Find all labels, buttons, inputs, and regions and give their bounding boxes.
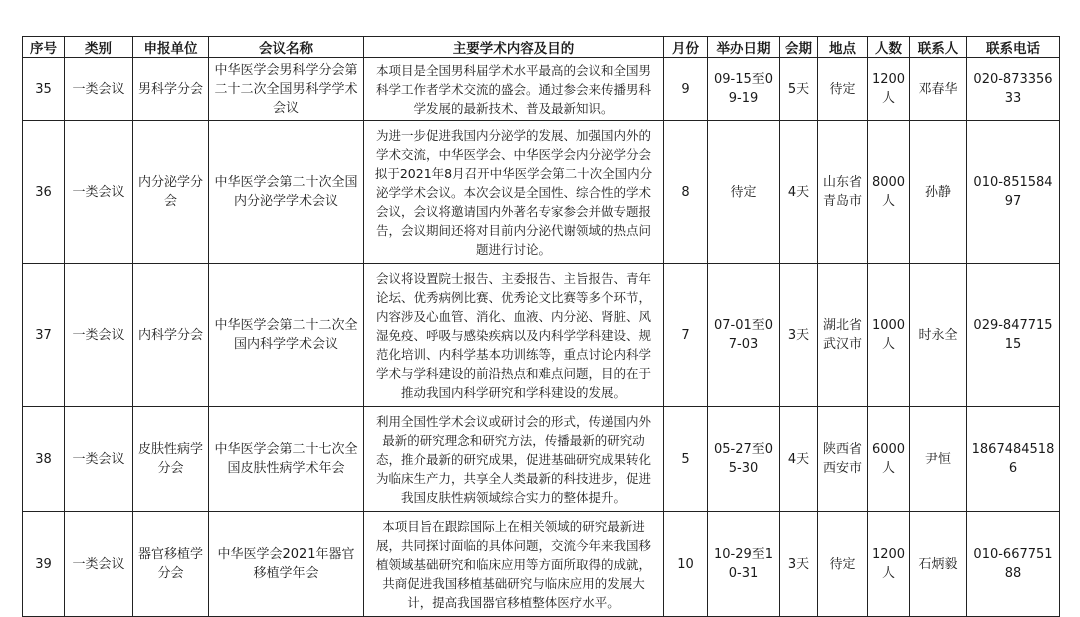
- conference-table: [22, 36, 1060, 617]
- cell-phone: 010-85158497: [967, 121, 1060, 264]
- table-row: [23, 512, 1060, 617]
- cell-name: 中华医学会第二十二次全国内科学学术会议: [209, 264, 364, 407]
- cell-contact: 孙静: [910, 121, 967, 264]
- cell-unit: 器官移植学分会: [133, 512, 209, 617]
- header-attendees: 人数: [868, 37, 910, 58]
- cell-month: 9: [664, 58, 708, 121]
- cell-phone: 18674845186: [967, 407, 1060, 512]
- header-duration: 会期: [780, 37, 818, 58]
- header-month: 月份: [664, 37, 708, 58]
- cell-no: 36: [23, 121, 65, 264]
- cell-duration: 3天: [780, 512, 818, 617]
- cell-category: 一类会议: [65, 512, 133, 617]
- cell-no: 38: [23, 407, 65, 512]
- cell-contact: 邓春华: [910, 58, 967, 121]
- cell-unit: 男科学分会: [133, 58, 209, 121]
- cell-content: 利用全国性学术会议或研讨会的形式，传递国内外最新的研究理念和研究方法，传播最新的研究动态，推介最新的研究成果，促进基础研究成果转化为临床生产力，共享全人类最新的科技进步，促进我国皮肤性病领域综合实力的整体提升。: [364, 407, 664, 512]
- cell-name: 中华医学会第二十七次全国皮肤性病学术年会: [209, 407, 364, 512]
- cell-duration: 3天: [780, 264, 818, 407]
- header-content: 主要学术内容及目的: [364, 37, 664, 58]
- cell-contact: 石炳毅: [910, 512, 967, 617]
- cell-content: 本项目旨在跟踪国际上在相关领域的研究最新进展，共同探讨面临的具体问题，交流今年来我国移植领域基础研究和临床应用等方面所取得的成就，共商促进我国移植基础研究与临床应用的发展大计，提高我国器官移植整体医疗水平。: [364, 512, 664, 617]
- cell-date: 07-01至07-03: [708, 264, 780, 407]
- table-row: [23, 121, 1060, 264]
- cell-content: 为进一步促进我国内分泌学的发展、加强国内外的学术交流，中华医学会、中华医学会内分泌学分会拟于2021年8月召开中华医学会第二十次全国内分泌学学术会议。本次会议是全国性、综合性的学术会议，会议将邀请国内外著名专家参会并做专题报告，会议期间还将对目前内分泌代谢领域的热点问题进行讨论。: [364, 121, 664, 264]
- cell-name: 中华医学会2021年器官移植学年会: [209, 512, 364, 617]
- header-contact: 联系人: [910, 37, 967, 58]
- table-row: [23, 264, 1060, 407]
- cell-attendees: 1000人: [868, 264, 910, 407]
- cell-no: 37: [23, 264, 65, 407]
- cell-content: 本项目是全国男科届学术水平最高的会议和全国男科学工作者学术交流的盛会。通过参会来传播男科学发展的最新技术、普及最新知识。: [364, 58, 664, 121]
- cell-month: 5: [664, 407, 708, 512]
- cell-no: 39: [23, 512, 65, 617]
- header-name: 会议名称: [209, 37, 364, 58]
- cell-date: 05-27至05-30: [708, 407, 780, 512]
- cell-attendees: 1200人: [868, 58, 910, 121]
- cell-contact: 尹恒: [910, 407, 967, 512]
- cell-attendees: 1200人: [868, 512, 910, 617]
- cell-phone: 029-84771515: [967, 264, 1060, 407]
- cell-month: 8: [664, 121, 708, 264]
- cell-no: 35: [23, 58, 65, 121]
- cell-month: 7: [664, 264, 708, 407]
- cell-location: 待定: [818, 58, 868, 121]
- header-unit: 申报单位: [133, 37, 209, 58]
- cell-duration: 4天: [780, 121, 818, 264]
- table-row: [23, 407, 1060, 512]
- cell-phone: 020-87335633: [967, 58, 1060, 121]
- cell-duration: 5天: [780, 58, 818, 121]
- cell-name: 中华医学会男科学分会第二十二次全国男科学学术会议: [209, 58, 364, 121]
- cell-unit: 内科学分会: [133, 264, 209, 407]
- cell-category: 一类会议: [65, 58, 133, 121]
- header-no: 序号: [23, 37, 65, 58]
- header-phone: 联系电话: [967, 37, 1060, 58]
- cell-unit: 皮肤性病学分会: [133, 407, 209, 512]
- table-row: [23, 58, 1060, 121]
- cell-duration: 4天: [780, 407, 818, 512]
- cell-location: 陕西省西安市: [818, 407, 868, 512]
- cell-unit: 内分泌学分会: [133, 121, 209, 264]
- cell-content: 会议将设置院士报告、主委报告、主旨报告、青年论坛、优秀病例比赛、优秀论文比赛等多个环节，内容涉及心血管、消化、血液、内分泌、肾脏、风湿免疫、呼吸与感染疾病以及内科学学科建设、规范化培训、内科学基本功训练等，重点讨论内科学学术与学科建设的前沿热点和难点问题，目的在于推动我国内科学研究和学科建设的发展。: [364, 264, 664, 407]
- cell-attendees: 6000人: [868, 407, 910, 512]
- cell-date: 10-29至10-31: [708, 512, 780, 617]
- cell-location: 待定: [818, 512, 868, 617]
- cell-phone: 010-66775188: [967, 512, 1060, 617]
- cell-location: 山东省青岛市: [818, 121, 868, 264]
- cell-category: 一类会议: [65, 407, 133, 512]
- cell-location: 湖北省武汉市: [818, 264, 868, 407]
- cell-date: 待定: [708, 121, 780, 264]
- cell-month: 10: [664, 512, 708, 617]
- header-row: [23, 37, 1060, 58]
- header-location: 地点: [818, 37, 868, 58]
- cell-attendees: 8000人: [868, 121, 910, 264]
- cell-contact: 时永全: [910, 264, 967, 407]
- header-category: 类别: [65, 37, 133, 58]
- cell-category: 一类会议: [65, 121, 133, 264]
- cell-category: 一类会议: [65, 264, 133, 407]
- cell-date: 09-15至09-19: [708, 58, 780, 121]
- cell-name: 中华医学会第二十次全国内分泌学学术会议: [209, 121, 364, 264]
- header-date: 举办日期: [708, 37, 780, 58]
